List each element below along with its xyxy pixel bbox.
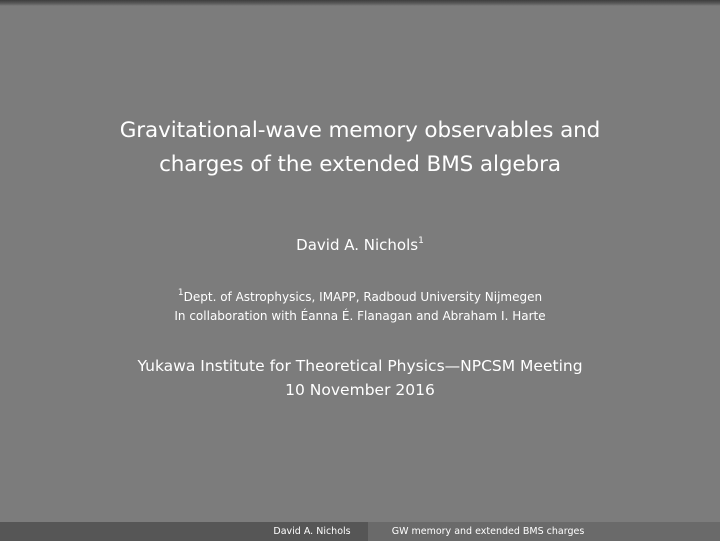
affiliation-mark: 1 — [177, 288, 184, 298]
slide-title-line-1: Gravitational-wave memory observables and — [119, 118, 601, 143]
affiliation-text: Dept. of Astrophysics, IMAPP, Radboud University Nijmegen — [183, 290, 543, 304]
collaboration-line: In collaboration with Éanna É. Flanagan and Abraham I. Harte — [174, 309, 546, 323]
slide-title — [0, 114, 720, 182]
footer-bar — [0, 522, 720, 541]
footer-title-panel — [368, 522, 720, 541]
footer-short-title: GW memory and extended BMS charges — [391, 526, 585, 537]
footer-author-panel — [0, 522, 368, 541]
footer-author: David A. Nichols — [273, 526, 351, 537]
author-line — [0, 232, 720, 255]
affiliation-line — [0, 285, 720, 307]
top-rule — [0, 0, 720, 6]
slide-title-line-2: charges of the extended BMS algebra — [159, 152, 561, 177]
affiliation-block — [0, 285, 720, 326]
event-name: Yukawa Institute for Theoretical Physics—NPCSM Meeting — [137, 357, 583, 375]
event-date: 10 November 2016 — [285, 381, 435, 399]
event-block — [0, 354, 720, 402]
author-name: David A. Nichols — [296, 236, 419, 254]
author-affiliation-mark: 1 — [418, 236, 424, 246]
